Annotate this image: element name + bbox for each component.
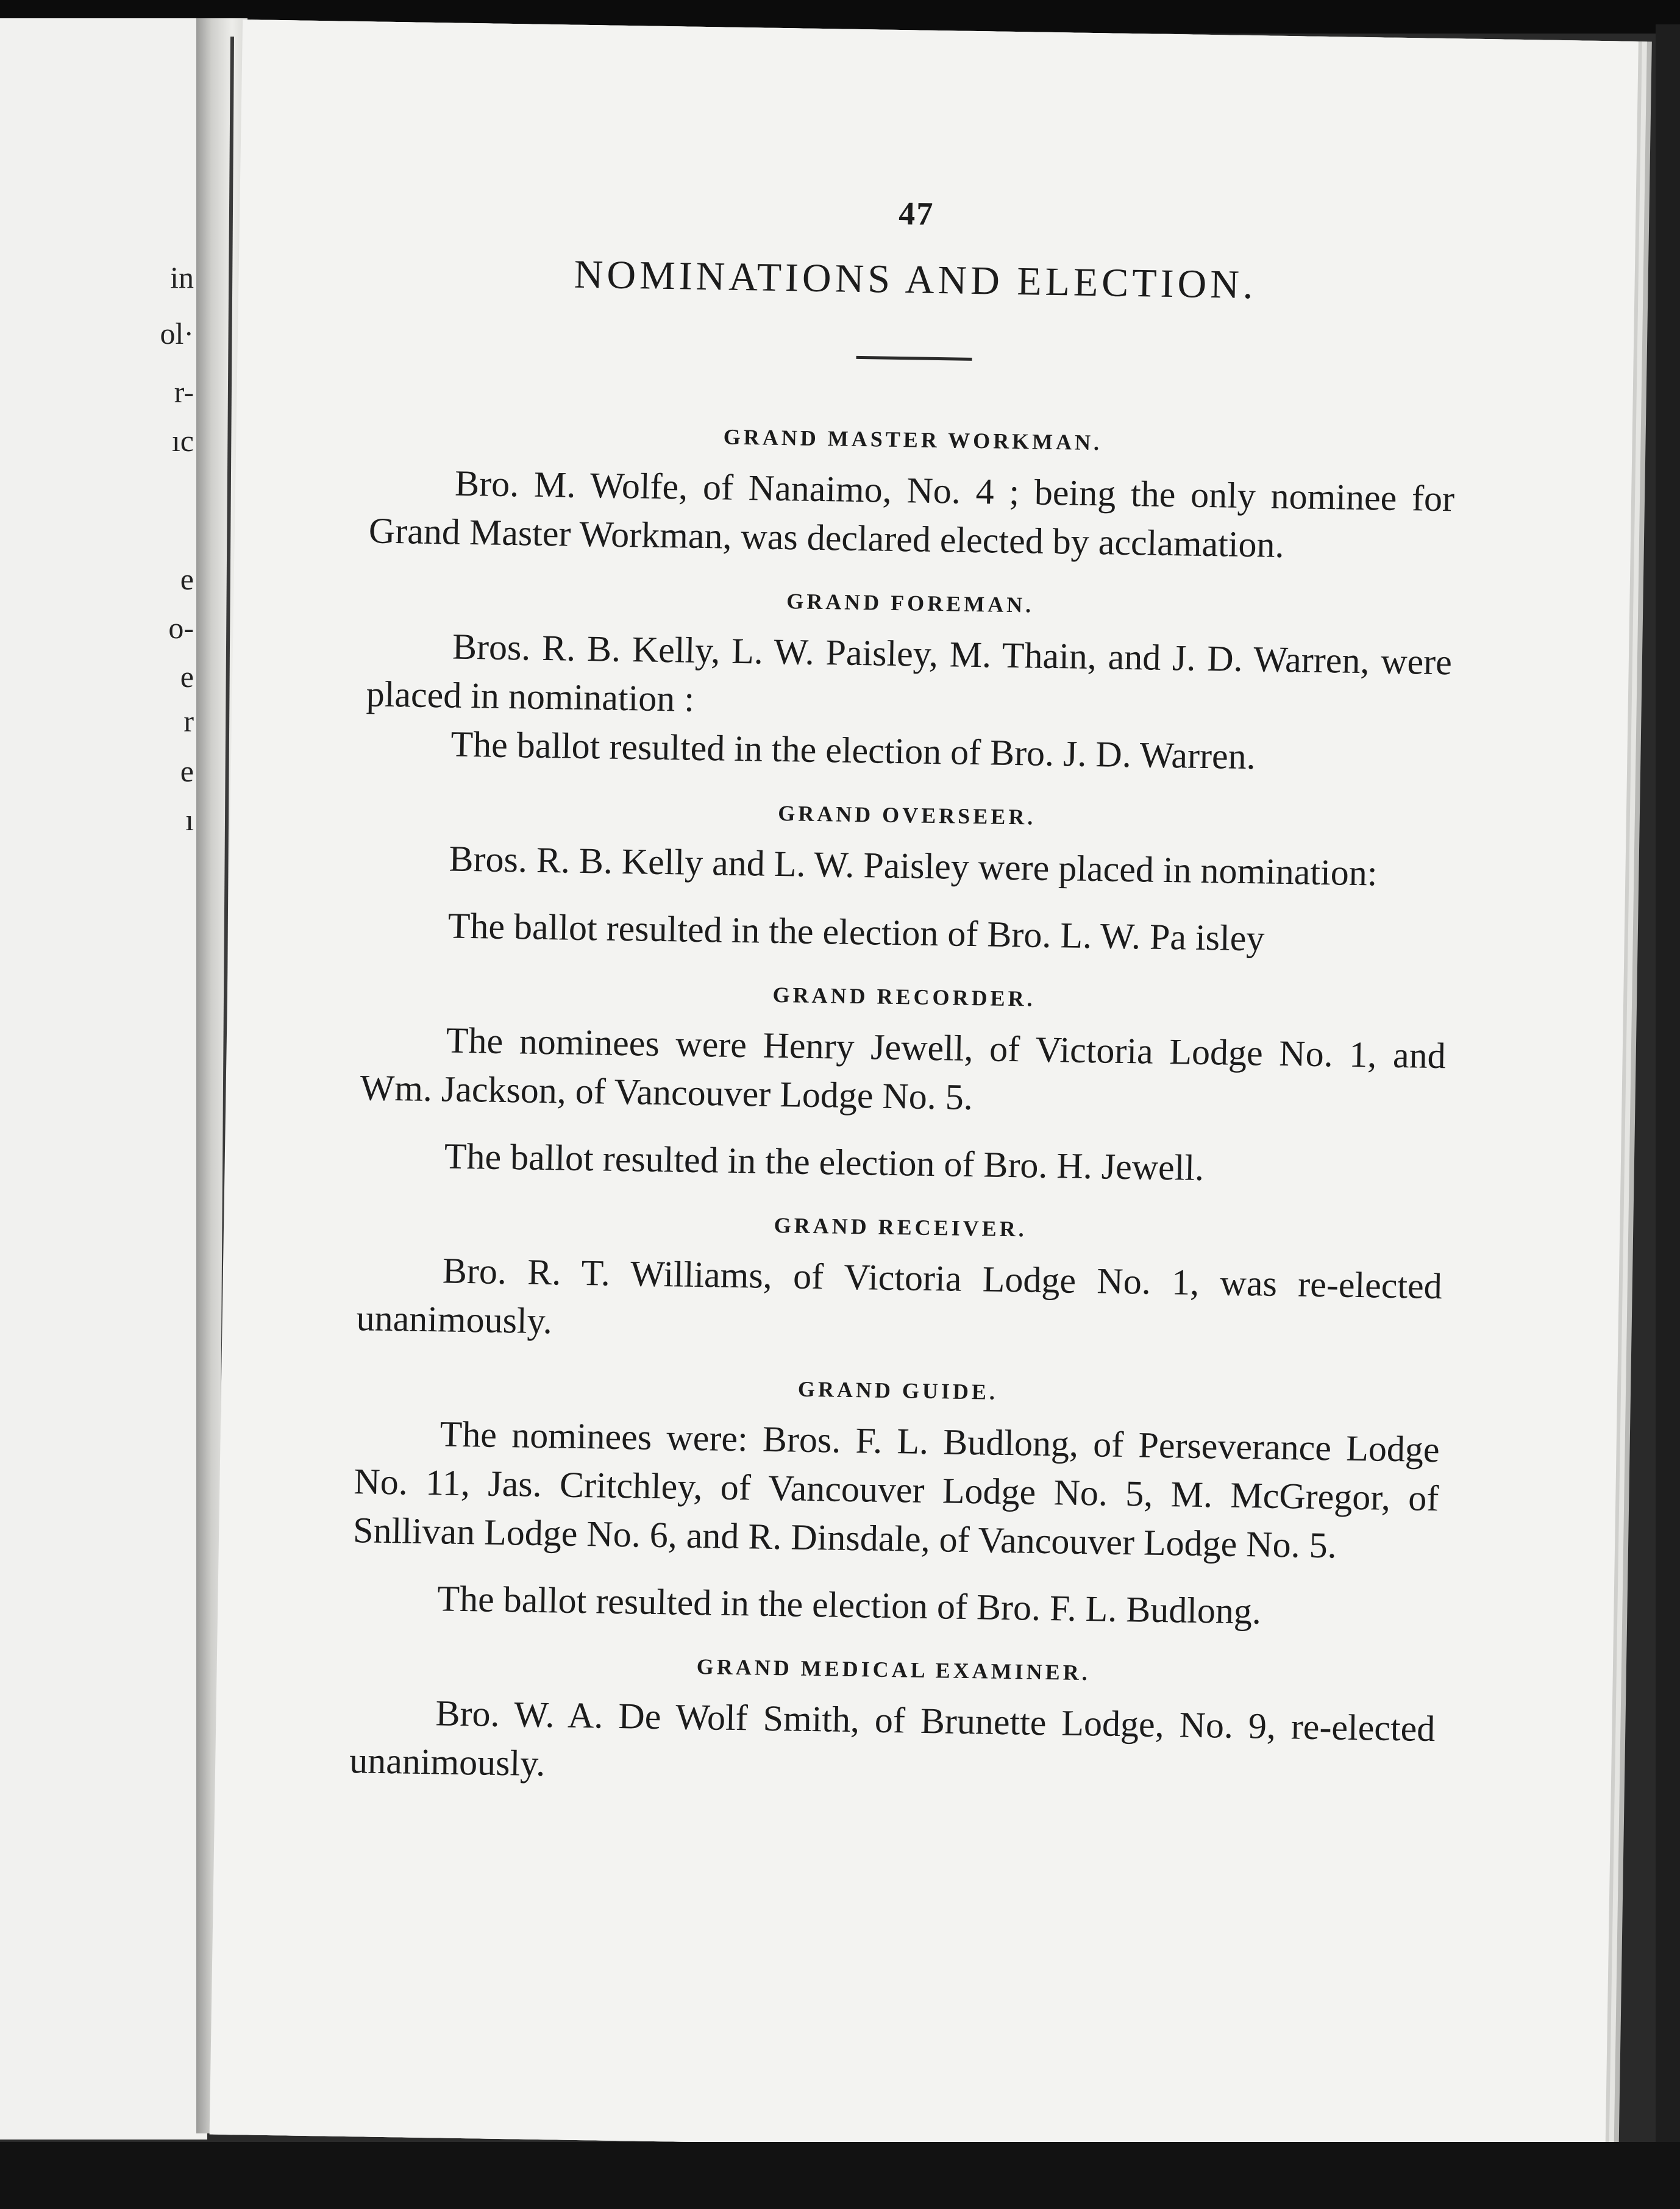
- section-grand-master-workman: [368, 418, 1455, 572]
- left-page-fragment: ı: [185, 803, 194, 837]
- section-grand-guide: [352, 1369, 1440, 1638]
- page-content: [349, 186, 1459, 1829]
- section-heading: GRAND FOREMAN.: [786, 589, 1034, 617]
- page-right: [210, 20, 1639, 2157]
- paragraph: The ballot resulted in the election of Bro. H. Jewell.: [444, 1136, 1205, 1189]
- left-page-fragment: ol·: [160, 316, 194, 350]
- section-heading: GRAND RECORDER.: [772, 982, 1036, 1011]
- section-grand-medical-examiner: [349, 1648, 1436, 1802]
- facing-page-left: [0, 18, 207, 2140]
- section-heading: GRAND OVERSEER.: [777, 800, 1036, 830]
- page-title: NOMINATIONS AND ELECTION.: [574, 252, 1257, 308]
- section-heading: GRAND RECEIVER.: [774, 1212, 1027, 1242]
- left-page-fragment: e: [180, 754, 194, 788]
- paragraph: The ballot resulted in the election of Bro. F. L. Budlong.: [436, 1578, 1262, 1632]
- left-page-fragment: in: [170, 260, 194, 294]
- page-number: 47: [898, 194, 934, 232]
- paragraph: Bros. R. B. Kelly, L. W. Paisley, M. Thain, and J. D. Warren, were placed in nomination :: [366, 626, 1453, 719]
- section-grand-receiver: [356, 1206, 1443, 1359]
- paragraph: Bro. M. Wolfe, of Nanaimo, No. 4 ; being the only nominee for Grand Master Workman, was declared elected by acclamation.: [368, 463, 1455, 565]
- left-page-fragment: o-: [168, 611, 194, 645]
- paragraph: Bro. W. A. De Wolf Smith, of Brunette Lodge, No. 9, re-elected unanimously.: [349, 1693, 1436, 1784]
- paragraph: Bros. R. B. Kelly and L. W. Paisley were placed in nomination:: [449, 838, 1378, 894]
- section-grand-recorder: [358, 975, 1447, 1196]
- paragraph: The ballot resulted in the election of Bro. L. W. Pa isley: [447, 905, 1265, 959]
- heading-rule: [856, 356, 972, 361]
- paragraph: The nominees were: Bros. F. L. Budlong, of Perseverance Lodge No. 11, Jas. Critchley, of Vancouver Lodge No. 5, M. McGregor, of Snllivan Lodge No. 6, and R. Dinsdale, of Vancouver Lodge No. 5.: [352, 1414, 1440, 1566]
- paragraph: The ballot resulted in the election of Bro. J. D. Warren.: [450, 724, 1256, 777]
- left-page-fragment: e: [180, 660, 194, 694]
- left-page-fragment: r-: [174, 375, 194, 409]
- left-page-fragment: r: [183, 704, 194, 738]
- left-page-fragment: ıc: [171, 424, 194, 458]
- section-grand-overseer: [362, 794, 1450, 966]
- scan-bottom-edge: [0, 2142, 1680, 2209]
- section-heading: GRAND GUIDE.: [797, 1376, 998, 1404]
- scan-right-edge: [1656, 24, 1680, 2209]
- paragraph: Bro. R. T. Williams, of Victoria Lodge No. 1, was re-elected unanimously.: [356, 1250, 1443, 1342]
- section-grand-foreman: [365, 582, 1453, 784]
- paragraph: The nominees were Henry Jewell, of Victoria Lodge No. 1, and Wm. Jackson, of Vancouver Lodge No. 5.: [360, 1020, 1447, 1118]
- section-heading: GRAND MASTER WORKMAN.: [723, 424, 1103, 455]
- section-heading: GRAND MEDICAL EXAMINER.: [696, 1654, 1091, 1685]
- left-page-fragment: e: [180, 562, 194, 596]
